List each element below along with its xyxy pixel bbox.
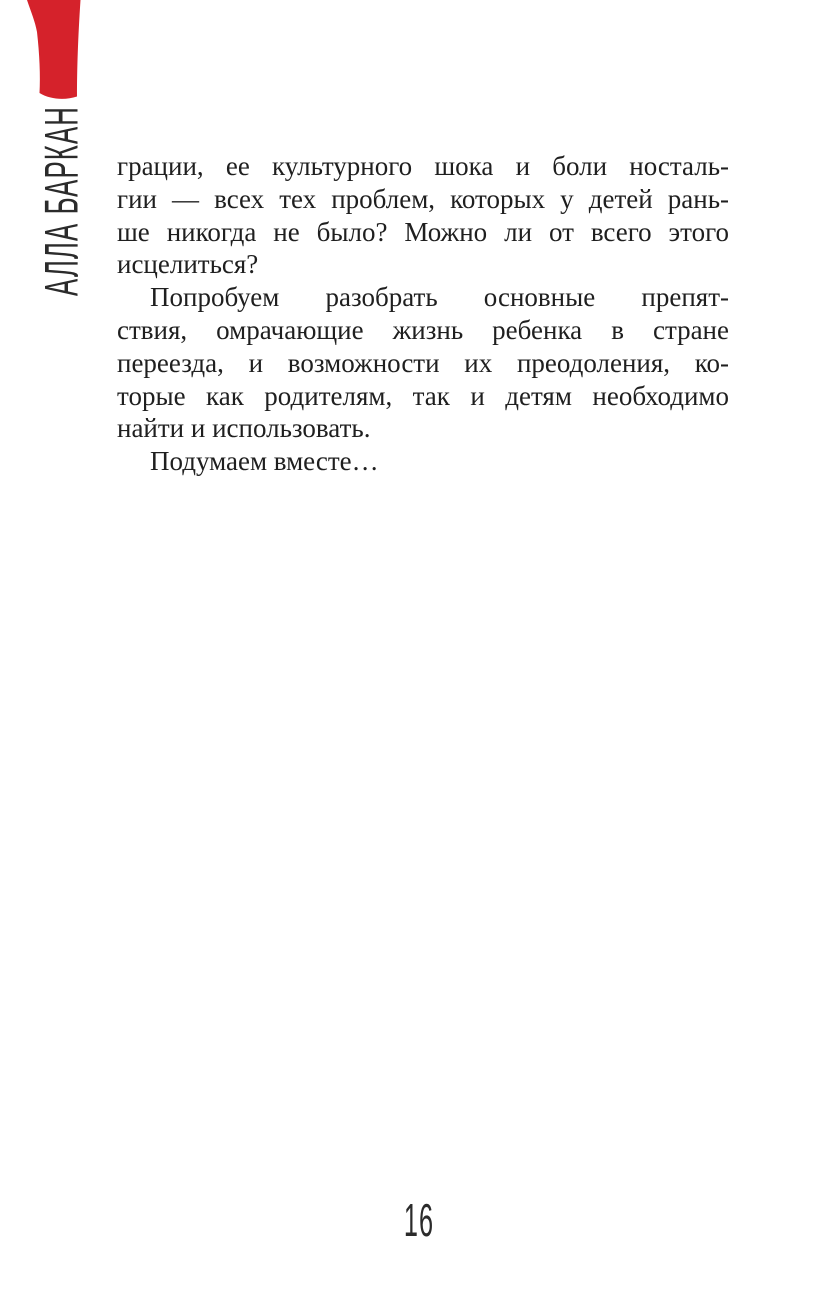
body-line: ствия, омрачающие жизнь ребенка в стране (117, 314, 729, 345)
body-line: Попробуем разобрать основные препят- (150, 282, 729, 313)
body-line: грации, ее культурного шока и боли носталь- (117, 151, 729, 181)
body-line: переезда, и возможности их преодоления, ко- (117, 347, 729, 378)
body-line: Подумаем вместе… (150, 446, 379, 477)
page-number: 16 (403, 1194, 435, 1246)
body-line: гии — всех тех проблем, которых у детей рань- (117, 183, 729, 214)
body-text-block (117, 150, 729, 478)
author-name-vertical: АЛЛА БАРКАН (34, 105, 88, 297)
body-line: ше никогда не было? Можно ли от всего этого (117, 216, 729, 247)
body-line: исцелиться? (117, 249, 259, 280)
body-line: торые как родителям, так и детям необходимо (117, 380, 729, 411)
body-line: найти и использовать. (117, 413, 371, 444)
red-brush-stroke-icon (24, 0, 82, 102)
